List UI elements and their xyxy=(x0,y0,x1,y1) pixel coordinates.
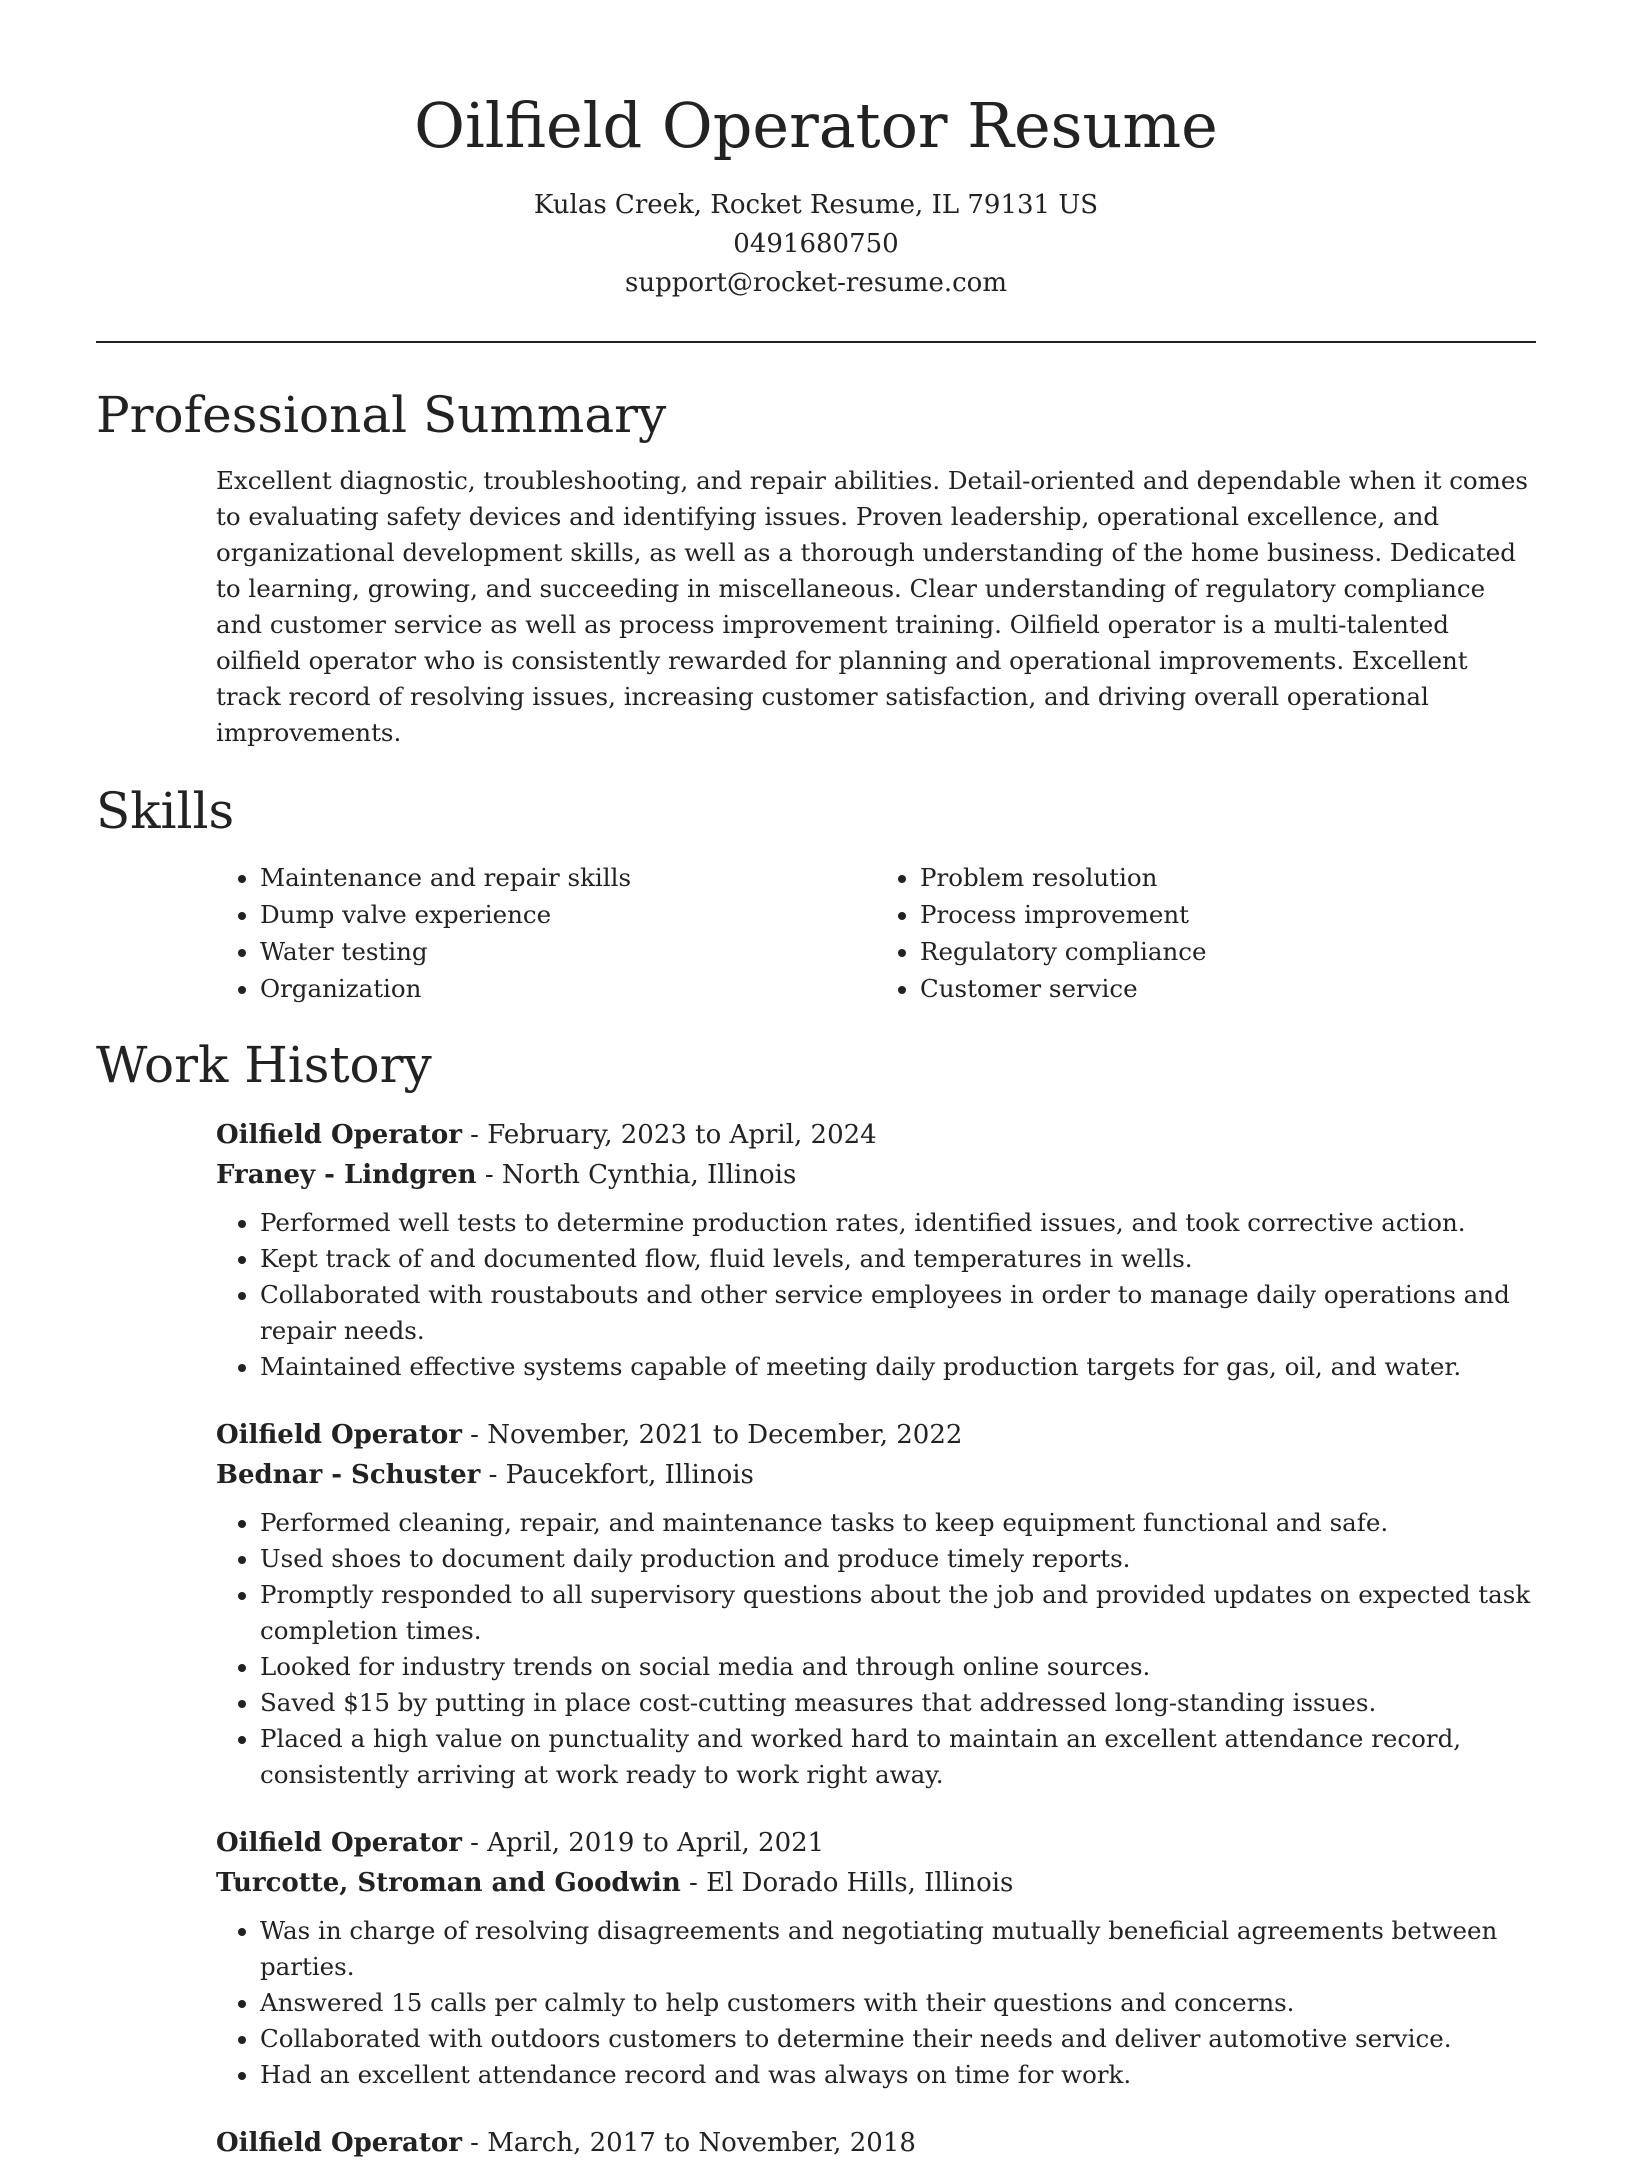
address-text: Kulas Creek, Rocket Resume, IL 79131 US xyxy=(533,190,1099,220)
job-entry xyxy=(216,1115,1536,1385)
summary-heading: Professional Summary xyxy=(96,386,667,444)
job-dates: - February, 2023 to April, 2024 xyxy=(461,1120,877,1150)
page-title: Oilfield Operator Resume xyxy=(414,89,1218,162)
skills-column-left xyxy=(216,859,876,1007)
duty-item: • Placed a high value on punctuality and worked hard to maintain an excellent attendance record, consistently arriving at work ready to work right away. xyxy=(260,1721,1536,1793)
job-duties xyxy=(216,1913,1536,2093)
job-dates: - March, 2017 to November, 2018 xyxy=(461,2128,916,2158)
job-company: Franey - Lindgren xyxy=(216,1160,477,1190)
contact-info xyxy=(0,186,1632,303)
phone-text: 0491680750 xyxy=(733,229,899,259)
job-title: Oilfield Operator xyxy=(216,1420,462,1450)
skills-column-right xyxy=(876,859,1536,1007)
duty-item: • Collaborated with outdoors customers to determine their needs and deliver automotive service. xyxy=(260,2021,1536,2057)
skill-item: • Dump valve experience xyxy=(260,896,876,933)
duty-item: • Collaborated with roustabouts and other service employees in order to manage daily operations and repair needs. xyxy=(260,1277,1536,1349)
duty-item: • Had an excellent attendance record and was always on time for work. xyxy=(260,2057,1536,2093)
job-title: Oilfield Operator xyxy=(216,2128,462,2158)
job-dates: - November, 2021 to December, 2022 xyxy=(461,1420,963,1450)
skills-heading: Skills xyxy=(96,782,235,840)
job-entry xyxy=(216,2123,1536,2163)
job-title-line xyxy=(216,1415,1536,1455)
job-title-line xyxy=(216,1115,1536,1155)
job-title-line xyxy=(216,1823,1536,1863)
skill-item: • Regulatory compliance xyxy=(920,933,1536,970)
skill-item: • Maintenance and repair skills xyxy=(260,859,876,896)
duty-item: • Used shoes to document daily production and produce timely reports. xyxy=(260,1541,1536,1577)
job-company-line xyxy=(216,1455,1536,1495)
job-company-line xyxy=(216,1863,1536,1903)
duty-item: • Kept track of and documented flow, fluid levels, and temperatures in wells. xyxy=(260,1241,1536,1277)
duty-item: • Maintained effective systems capable of meeting daily production targets for gas, oil, and water. xyxy=(260,1349,1536,1385)
job-company-line xyxy=(216,1155,1536,1195)
duty-item: • Promptly responded to all supervisory questions about the job and provided updates on expected task completion times. xyxy=(260,1577,1536,1649)
skills-list xyxy=(216,859,1536,1007)
duty-item: • Performed cleaning, repair, and maintenance tasks to keep equipment functional and safe. xyxy=(260,1505,1536,1541)
job-title: Oilfield Operator xyxy=(216,1120,462,1150)
duty-item: • Performed well tests to determine production rates, identified issues, and took corrective action. xyxy=(260,1205,1536,1241)
skill-item: • Process improvement xyxy=(920,896,1536,933)
duty-item: • Was in charge of resolving disagreements and negotiating mutually beneficial agreements between parties. xyxy=(260,1913,1536,1985)
job-title: Oilfield Operator xyxy=(216,1828,462,1858)
job-company: Bednar - Schuster xyxy=(216,1460,481,1490)
job-location: - Paucekfort, Illinois xyxy=(480,1460,754,1490)
job-entry xyxy=(216,1823,1536,2093)
work-history-heading: Work History xyxy=(96,1036,432,1094)
job-duties xyxy=(216,1505,1536,1793)
duty-item: • Answered 15 calls per calmly to help customers with their questions and concerns. xyxy=(260,1985,1536,2021)
duty-item: • Saved $15 by putting in place cost-cutting measures that addressed long-standing issues. xyxy=(260,1685,1536,1721)
job-duties xyxy=(216,1205,1536,1385)
skill-item: • Organization xyxy=(260,970,876,1007)
job-location: - El Dorado Hills, Illinois xyxy=(680,1868,1014,1898)
email-text: support@rocket-resume.com xyxy=(624,268,1007,298)
header-divider xyxy=(96,341,1536,343)
skill-item: • Problem resolution xyxy=(920,859,1536,896)
summary-text: Excellent diagnostic, troubleshooting, and repair abilities. Detail-oriented and dependable when it comes to evaluating safety devices and identifying issues. Proven leadership, operational excellence, and organizational development skills, as well as a thorough understanding of the home business. Dedicated to learning, growing, and succeeding in miscellaneous. Clear understanding of regulatory compliance and customer service as well as process improvement training. Oilfield operator is a multi-talented oilfield operator who is consistently rewarded for planning and operational improvements. Excellent track record of resolving issues, increasing customer satisfaction, and driving overall operational improvements. xyxy=(216,466,1528,747)
job-location: - North Cynthia, Illinois xyxy=(476,1160,797,1190)
duty-item: • Looked for industry trends on social media and through online sources. xyxy=(260,1649,1536,1685)
job-company: Turcotte, Stroman and Goodwin xyxy=(216,1868,681,1898)
job-title-line xyxy=(216,2123,1536,2163)
skill-item: • Water testing xyxy=(260,933,876,970)
resume-header xyxy=(0,0,1632,303)
skill-item: • Customer service xyxy=(920,970,1536,1007)
job-entry xyxy=(216,1415,1536,1793)
job-dates: - April, 2019 to April, 2021 xyxy=(461,1828,825,1858)
